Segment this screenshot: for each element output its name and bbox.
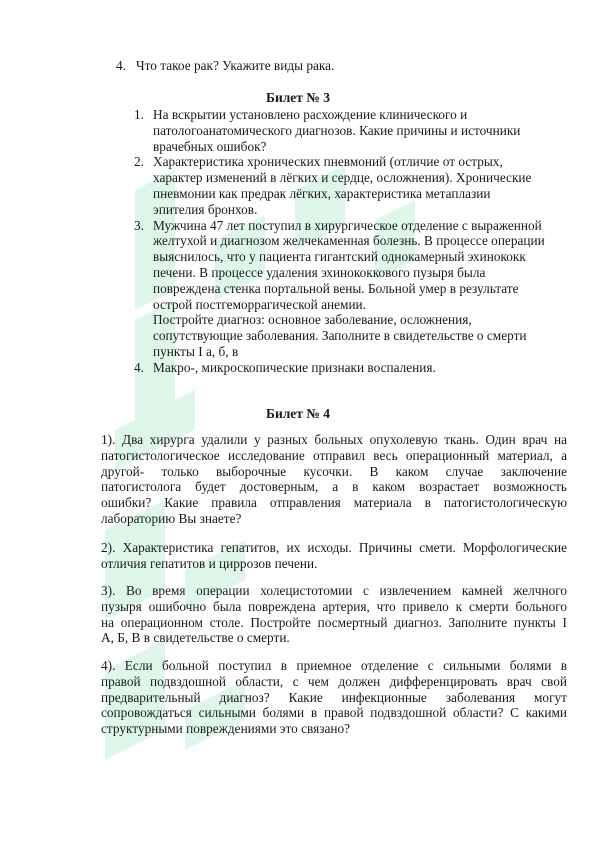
item-line: На вскрытии установлено расхождение клинического и [153,107,468,122]
ticket-3-item [134,218,560,360]
item-line: Макро-, микроскопические признаки воспаления. [153,359,436,375]
paragraph-line: предварительный диагноз? Какие инфекционные заболевания могут [101,689,567,705]
item-line: выяснилось, что у пациента гигантский однокамерный эхинококк [153,249,526,265]
paragraph-line: ошибки? Какие правила отправления материала в патогистологическую [101,495,567,511]
ticket-3-item [134,154,560,217]
paragraph-line: отличия гепатитов и циррозов печени. [101,555,318,571]
paragraph-line: А, Б, В в свидетельстве о смерти. [101,630,290,646]
top-question [116,57,556,74]
item-line: Характеристика хронических пневмоний (отличие от острых, [153,154,503,170]
ticket-3-item [134,107,560,154]
paragraph-line: 2). Характеристика гепатитов, их исходы. Причины смети. Морфологические [101,540,567,555]
item-number: 1. [134,107,144,122]
item-number: 2. [134,154,144,170]
ticket-3-item [134,360,560,376]
paragraph-line: структурными повреждениями это связано? [101,721,351,737]
item-line: пункты I а, б, в [153,343,239,359]
item-line: врачебных ошибок? [153,138,267,154]
paragraph-line: правой подвздошной области, с чем должен дифференцировать врач свой [101,673,567,689]
paragraph-line: пузыря ошибочно была повреждена артерия, что привело к смерти больного [101,598,567,614]
item-line: патологоанатомического диагнозов. Какие причины и источники [153,122,521,138]
item-number: 4. [134,359,144,375]
item-line: печени. В процессе удаления эхинококкового пузыря была [153,264,486,280]
paragraph-line: 3). Во время операции холецистотомии с извлечением камней желчного [101,583,567,598]
paragraph-line: лабораторию Вы знаете? [101,510,242,526]
top-question-number: 4. [116,58,126,73]
ticket-4-paragraph [101,583,567,646]
ticket-4-paragraph [101,658,567,737]
item-line: Постройте диагноз: основное заболевание, осложнения, [153,312,472,328]
ticket-3-title: Билет № 3 [266,90,330,105]
ticket-3-list [134,107,560,376]
item-line: желтухой и диагнозом желчекаменная болезнь. В процессе операции [153,233,545,249]
ticket-4-paragraph [101,432,567,527]
paragraph-line: 1). Два хирурга удалили у разных больных опухолевую ткань. Один врач на [101,432,567,447]
paragraph-line: патогистолога будет достоверным, а в каком возрастает возможность [101,479,567,495]
paragraph-line: патогистологическое исследование отправил весь операционный материал, а [101,447,567,463]
paragraph-line: на операционном столе. Постройте посмертный диагноз. Заполните пункты I [101,614,567,630]
ticket-4-title: Билет № 4 [266,406,330,421]
item-line: повреждена стенка портальной вены. Больной умер в результате [153,280,519,296]
item-line: характер изменений в лёгких и сердце, осложнения). Хронические [153,170,532,186]
paragraph-line: другой- только выборочные кусочки. В каком случае заключение [101,463,567,479]
item-line: пневмонии как предрак лёгких, характеристика метаплазии [153,185,491,201]
item-line: сопутствующие заболевания. Заполните в свидетельстве о смерти [153,328,527,344]
top-question-text: Что такое рак? Укажите виды рака. [136,58,335,73]
item-line: острой постгеморрагической анемии. [153,296,366,312]
item-number: 3. [134,217,144,233]
item-line: эпителия бронхов. [153,201,258,217]
paragraph-line: 4). Если больной поступил в приемное отделение с сильными болями в [101,658,567,673]
item-line: Мужчина 47 лет поступил в хирургическое отделение с выраженной [153,217,542,233]
paragraph-line: сопровождаться сильными болями в правой подвздошной области? С какими [101,705,567,721]
ticket-4-paragraph [101,540,567,572]
